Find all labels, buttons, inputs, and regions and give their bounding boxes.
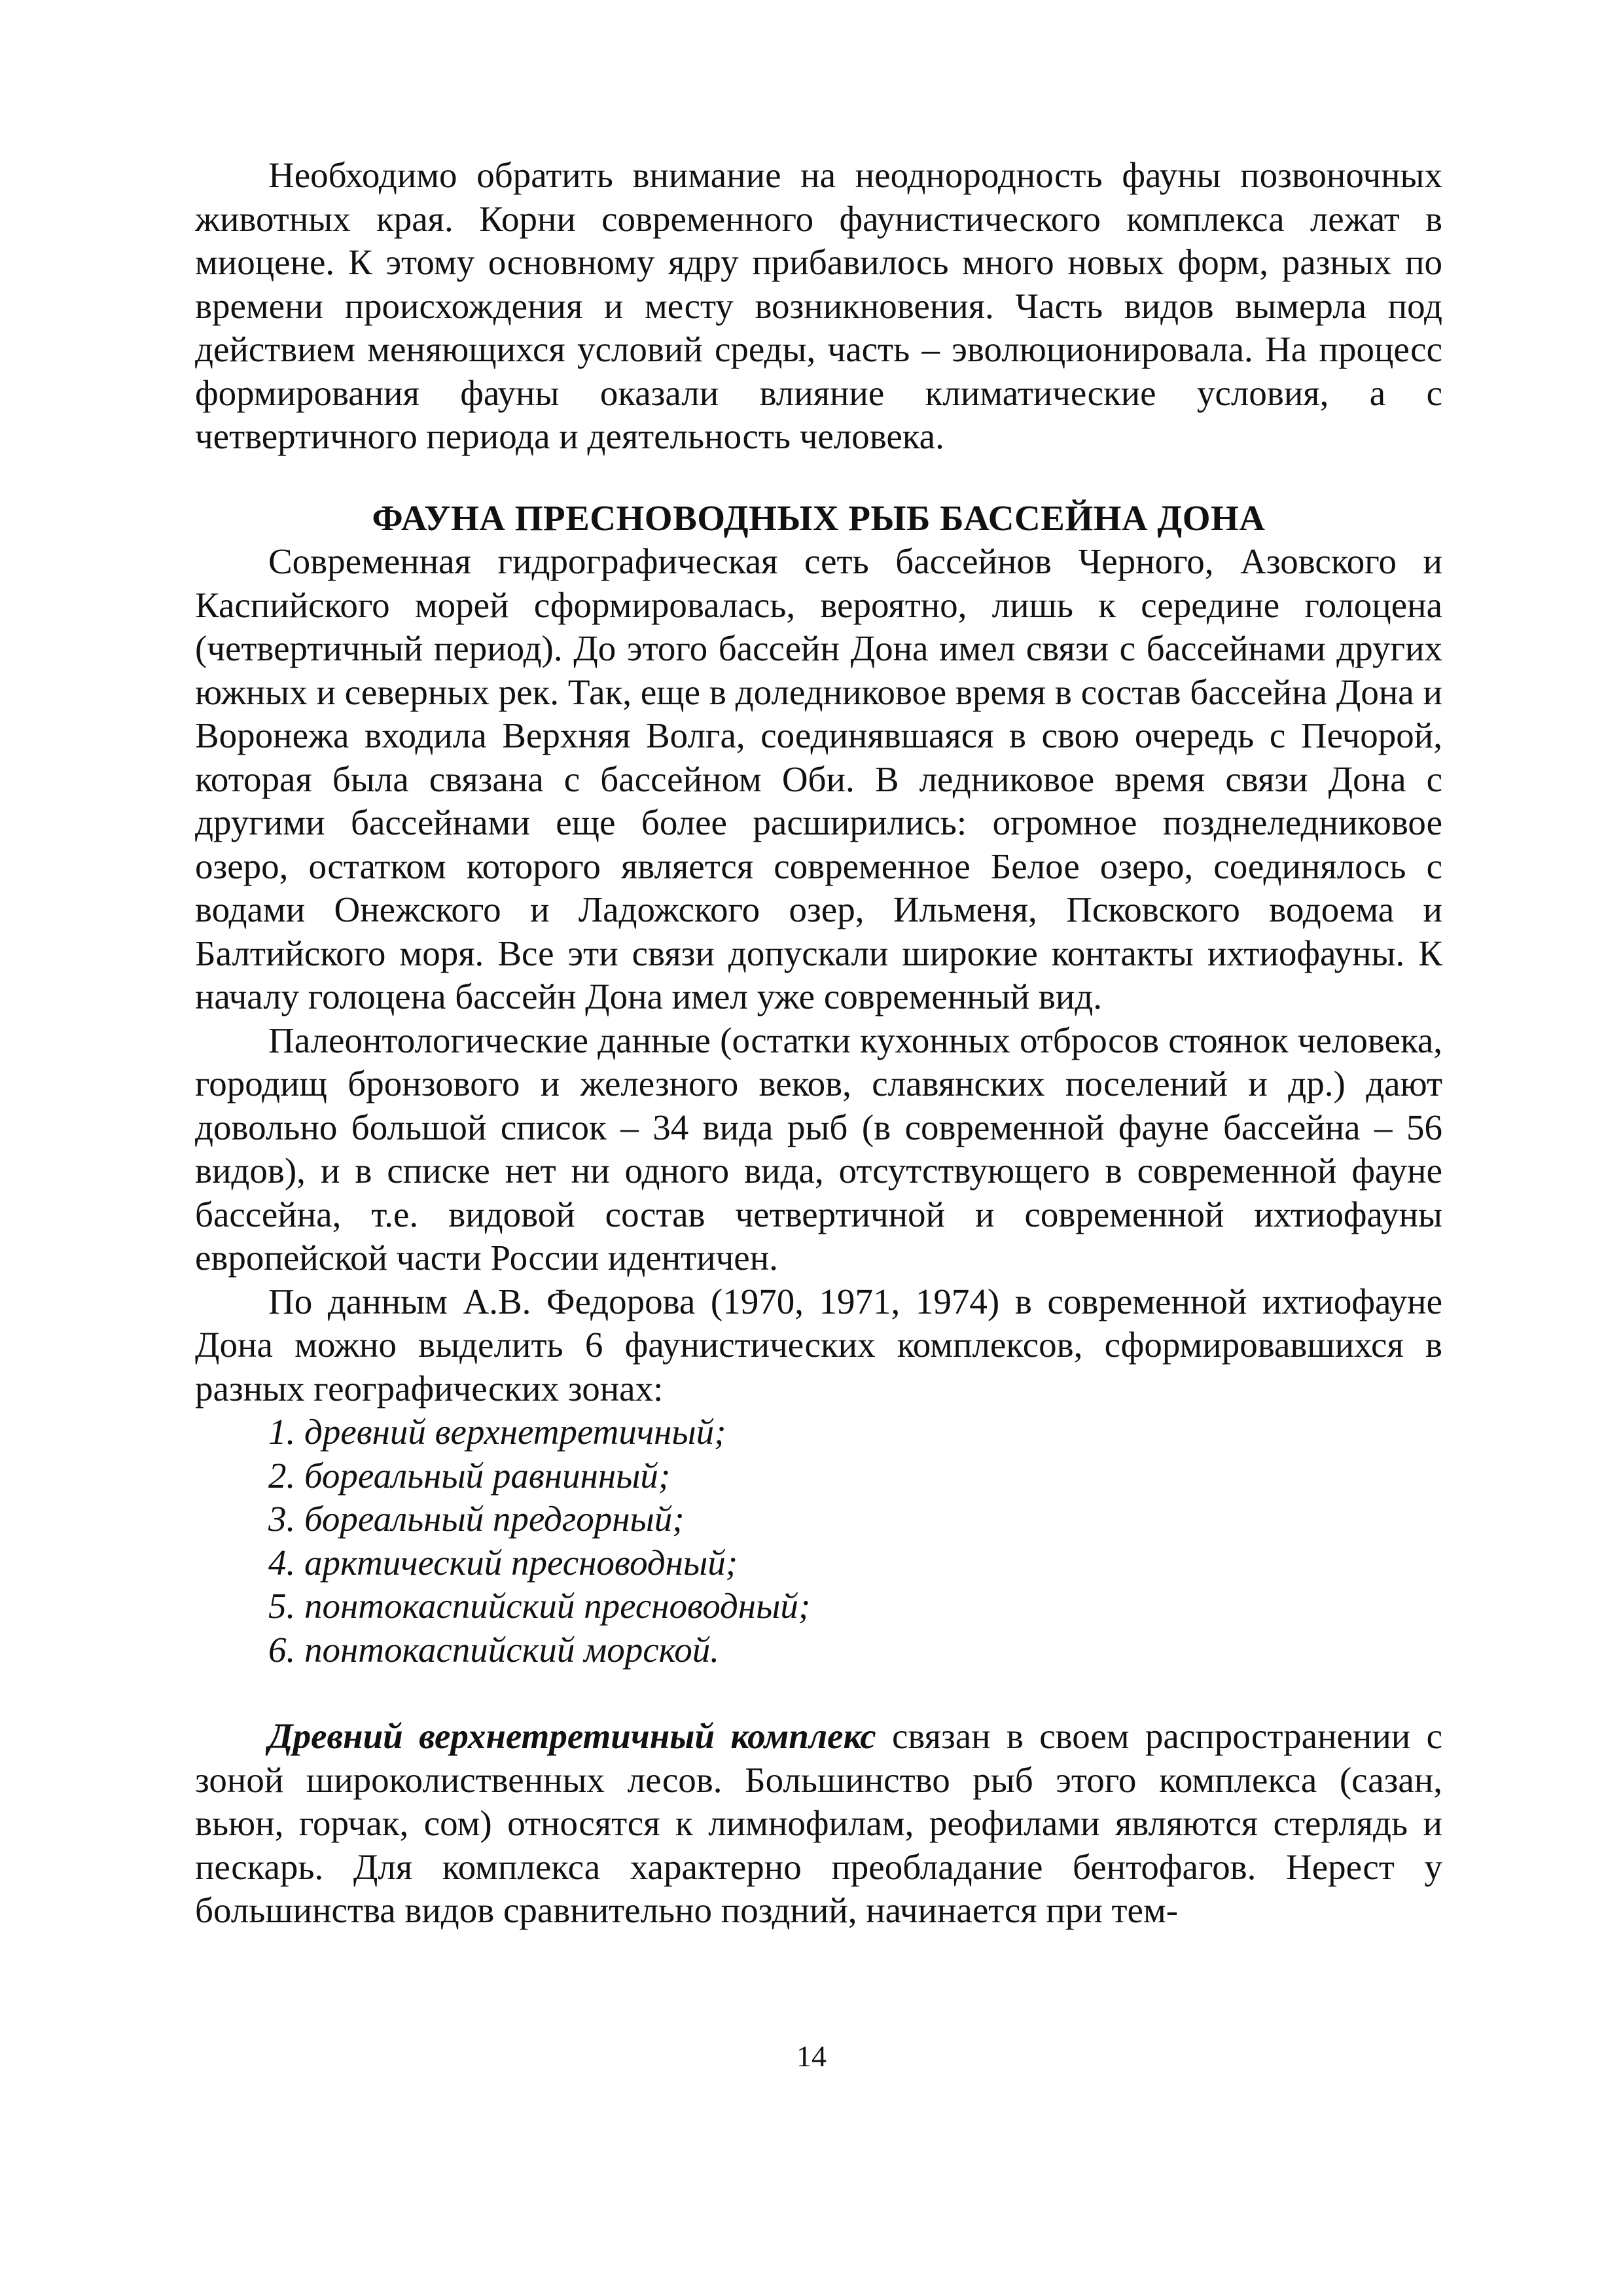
ancient-complex-paragraph [195,1715,1442,1933]
paleontology-paragraph: Палеонтологические данные (остатки кухонных отбросов стоянок человека, городищ бронзового и железного веков, славянских поселений и др.) дают довольно большой список – 34 вида рыб (в современной фауне бассейна – 56 видов), и в списке нет ни одного вида, отсутствующего в современной фауне бассейна, т.е. видовой состав четвертичной и современной ихтиофауны европейской части России идентичен. [195,1020,1442,1278]
ancient-complex-term: Древний верхнетретичный комплекс [268,1716,876,1756]
list-item: 2. бореальный равнинный; [268,1455,671,1496]
intro-paragraph: Необходимо обратить внимание на неоднородность фауны позвоночных животных края. Корни современного фаунистического комплекса лежат в миоцене. К этому основному ядру прибавилось много новых форм, разных по времени происхождения и месту возникновения. Часть видов вымерла под действием меняющихся условий среды, часть – эволюционировала. На процесс формирования фауны оказали влияние климатические условия, а с четвертичного периода и деятельность человека. [195,155,1442,456]
list-item: 5. понтокаспийский пресноводный; [268,1586,811,1626]
list-item: 6. понтокаспийский морской. [268,1629,720,1670]
section-spacer [195,1672,1442,1715]
list-item: 1. древний верхнетретичный; [268,1412,726,1452]
list-item: 4. арктический пресноводный; [268,1542,738,1583]
section-heading: ФАУНА ПРЕСНОВОДНЫХ РЫБ БАССЕЙНА ДОНА [372,497,1266,538]
page-body [195,154,1442,1933]
ancient-complex-text: связан в своем распространении с зоной широколиственных лесов. Большинство рыб этого комплекса (сазан, вьюн, горчак, сом) относятся к лимнофилам, реофилами являются стерлядь и пескарь. Для комплекса характерно преобладание бентофагов. Нерест у большинства видов сравнительно поздний, начинается при тем- [195,1716,1442,1930]
faunal-complexes-list [195,1410,1442,1672]
page-number: 14 [796,2039,827,2073]
complexes-intro-paragraph: По данным А.В. Федорова (1970, 1971, 1974) в современной ихтиофауне Дона можно выделить 6 фаунистических комплексов, сформировавшихся в разных географических зонах: [195,1281,1442,1408]
list-item: 3. бореальный предгорный; [268,1499,685,1539]
hydrography-paragraph: Современная гидрографическая сеть бассейнов Черного, Азовского и Каспийского морей сформировалась, вероятно, лишь к середине голоцена (четвертичный период). До этого бассейн Дона имел связи с бассейнами других южных и северных рек. Так, еще в доледниковое время в состав бассейна Дона и Воронежа входила Верхняя Волга, соединявшаяся в свою очередь с Печорой, которая была связана с бассейном Оби. В ледниковое время связи Дона с другими бассейнами еще более расширились: огромное позднеледниковое озеро, остатком которого является современное Белое озеро, соединялось с водами Онежского и Ладожского озер, Ильменя, Псковского водоема и Балтийского моря. Все эти связи допускали широкие контакты ихтиофауны. К началу голоцена бассейн Дона имел уже современный вид. [195,541,1442,1016]
